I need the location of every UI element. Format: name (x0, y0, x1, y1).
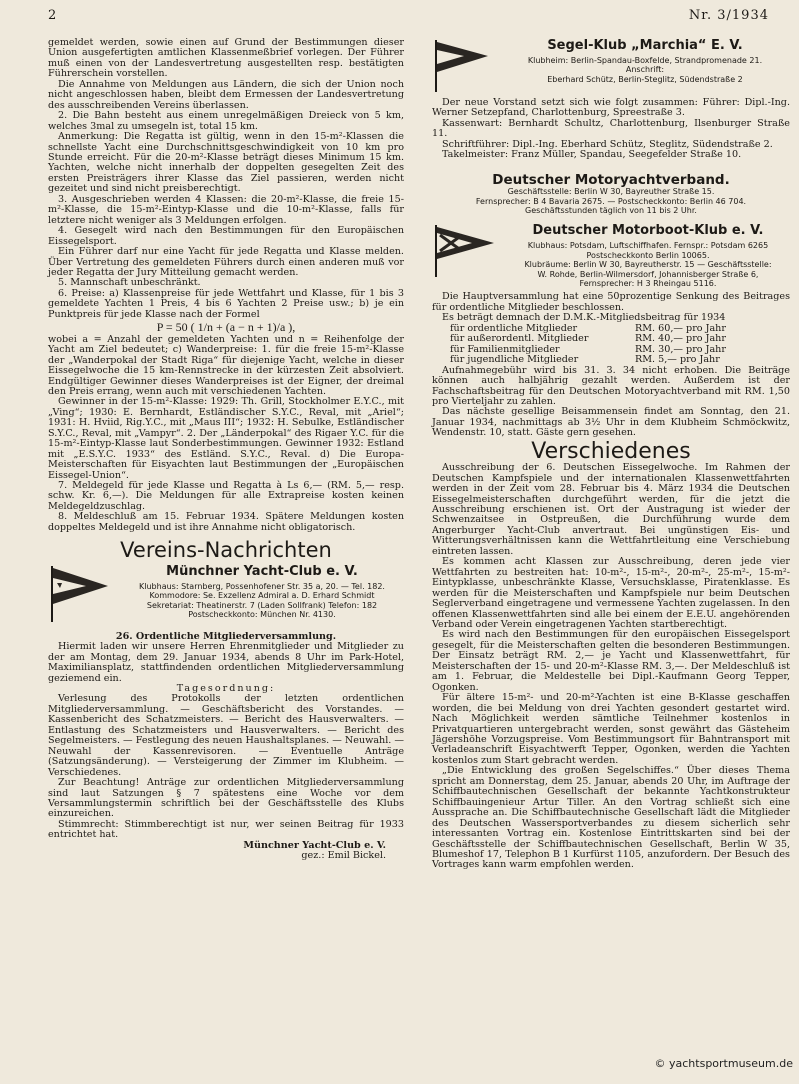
paragraph: Die Hauptversammlung hat eine 50prozentige Senkung des Beitrages für ordentliche Mitglieder beschlossen. (432, 291, 790, 313)
paragraph: Takelmeister: Franz Müller, Spandau, Seegefelder Straße 10. (442, 149, 742, 161)
paragraph: Es beträgt demnach der D.M.K.-Mitgliedsbeitrag für 1934 (442, 312, 726, 324)
paragraph: Ausschreibung der 6. Deutschen Eissegelwoche. Im Rahmen der Deutschen Kampfspiele und der internationalen Klassenwettfahrten werden in der Zeit vom 28. Februar bis 4. März 1934 die Deutschen Eissegelmeisterschaften durchgeführt werden, für die jetzt die Ausschreibung erschienen ist. Ort der Austragung ist wieder der Schwenzaitsee in Ostpreußen, die Durchführung wurde dem Angerburger Yacht-Club anvertraut. Bei ungünstigen Eis- und Witterungsverhältnissen kann die Wettfahrtleitung eine Verschiebung eintreten lassen. (432, 462, 790, 557)
club-header-munchner (48, 564, 404, 624)
club-name: Segel-Klub „Marchia“ E. V. (547, 38, 743, 53)
club-info: W. Rohde, Berlin-Wilmersdorf, Johannisberger Straße 6, (537, 269, 759, 279)
club-info: Eberhard Schütz, Berlin-Steglitz, Südendstraße 2 (547, 74, 743, 84)
paragraph: Anmerkung: Die Regatta ist gültig, wenn in den 15-m²-Klassen die schnellste Yacht eine Durchschnittsgeschwindigkeit von 10 km pro Stunde erreicht. Für die 20-m²-Klasse beträgt dieses Minimum 15 km. Yachten, welche nicht innerhalb der doppelten gesegelten Zeit des ersten Preisträgers ihrer Klasse das Ziel passieren, werden nicht gezeitet und sind nicht preisberechtigt. (48, 131, 404, 195)
club-info: Klubräume: Berlin W 30, Bayreutherstr. 15 — Geschäftsstelle: (524, 260, 772, 270)
agenda-text: Verlesung des Protokolls der letzten ordentlichen Mitgliederversammlung. — Geschäftsbericht des Vorstandes. — Kassenbericht des Schatzmeisters. — Bericht des Hausverwalters. — Entlastung des Schatzmeisters und Hausverwalters. — Bericht des Segelmeisters. — Festlegung des neuen Haushaltsplanes. — Neuwahl. — Neuwahl der Kassenrevisoren. — Eventuelle Anträge (Satzungsänderung). — Versteigerung der Zimmer im Klubheim. — Verschiedenes. (48, 693, 404, 778)
meeting-text: Hiermit laden wir unsere Herren Ehrenmitglieder und Mitglieder zu der am Montag, dem 29. Januar 1934, abends 8 Uhr im Park-Hotel, Maximiliansplatz, stattfindenden ordentlichen Mitgliederversammlung geziemend ein. (48, 641, 404, 684)
paragraph: Es wird nach den Bestimmungen für den europäischen Eissegelsport gesegelt, für die Meisterschaften gelten die besonderen Bestimmungen. Der Einsatz beträgt RM. 2,— je Yacht und Klassenwettfahrt, für Meisterschaften der 15- und 20-m²-Klasse RM. 3,—. Der Meldeschluß ist am 1. Februar, die Meldestelle bei Dipl.-Kaufmann Georg Tepper, Ogonken. (432, 629, 790, 693)
paragraph: 6. Preise: a) Klassenpreise für jede Wettfahrt und Klasse, für 1 bis 3 gemeldete Yachten 1 Preis, 4 bis 6 Yachten 2 Preise usw.; b) je ein Punktpreis für jede Klasse nach der Formel (48, 287, 404, 320)
paragraph: Der neue Vorstand setzt sich wie folgt zusammen: Führer: Dipl.-Ing. Werner Setzepfand, Charlottenburg, Spreestraße 3. (432, 97, 790, 119)
left-column (48, 38, 404, 862)
club-info: Sekretariat: Theatinerstr. 7 (Laden Sollfrank) Telefon: 182 (146, 600, 378, 610)
paragraph: 3. Ausgeschrieben werden 4 Klassen: die 20-m²-Klasse, die freie 15-m²-Klasse, die 15-m²-Eintyp-Klasse und die 10-m²-Klasse, falls für letztere nicht weniger als 3 Meldungen erfolgen. (48, 193, 404, 226)
paragraph: Aufnahmegebühr wird bis 31. 3. 34 nicht erhoben. Die Beiträge können auch halbjährig gezahlt werden. Außerdem ist der Fachschaftsbeitrag für den Deutschen Motoryachtverband mit RM. 1,50 pro Vierteljahr zu zahlen. (432, 364, 790, 407)
note-stimmrecht: Stimmrecht: Stimmberechtigt ist nur, wer seinen Beitrag für 1933 entrichtet hat. (48, 818, 404, 841)
paragraph: 4. Gesegelt wird nach den Bestimmungen für den Europäischen Eissegelsport. (48, 225, 404, 247)
paragraph: Die Annahme von Meldungen aus Ländern, die sich der Union noch nicht angeschlossen haben, bleibt dem Ermessen der Landesvertretung des ausschreibenden Vereins überlassen. (48, 78, 404, 111)
club-info: Kommodore: Se. Exzellenz Admiral a. D. Erhard Schmidt (149, 591, 375, 601)
signature-club: Münchner Yacht-Club e. V. (243, 839, 386, 851)
club-header-marchia (432, 38, 790, 94)
paragraph: 2. Die Bahn besteht aus einem unregelmäßigen Dreieck von 5 km, welches 3mal zu umsegeln ist, total 15 km. (48, 110, 404, 132)
paragraph: 5. Mannschaft unbeschränkt. (58, 277, 201, 289)
paragraph: 7. Meldegeld für jede Klasse und Regatta à Ls 6,— (RM. 5,— resp. schw. Kr. 6,—). Die Meldungen für alle Extrapreise kosten keinen Meldegeldzuschlag. (48, 480, 404, 512)
club-info: Postscheckkonto Berlin 10065. (586, 250, 710, 260)
fee-row: für jugendliche Mitglieder RM. 5,— pro Jahr (450, 354, 720, 366)
pennant-icon (48, 564, 110, 624)
club-info: Postscheckkonto: München Nr. 4130. (188, 609, 336, 619)
section-title-vereins-nachrichten: Vereins-Nachrichten (120, 538, 332, 563)
signed-by: gez.: Emil Bickel. (301, 850, 386, 862)
fee-row: für Familienmitglieder RM. 30,— pro Jahr (450, 343, 726, 355)
fee-table (450, 324, 790, 366)
page-number: 2 (48, 8, 57, 23)
right-column (432, 38, 790, 871)
paragraph: Das nächste gesellige Beisammensein findet am Sonntag, den 21. Januar 1934, nachmittags ab 3½ Uhr in dem Klubheim Schmöckwitz, Wendenstr. 10, statt. Gäste gern gesehen. (432, 406, 790, 439)
agenda-title: Tagesordnung: (176, 683, 276, 695)
paragraph: Ein Führer darf nur eine Yacht für jede Regatta und Klasse melden. Über Vertretung des gemeldeten Führers durch einen anderen muß vor jeder Regatta der Jury Mitteilung gemacht werden. (48, 246, 404, 278)
paragraph: Es kommen acht Klassen zur Ausschreibung, deren jede vier Wettfahrten zu bestreiten hat: 10-m²-, 15-m²-, 20-m²-, 25-m²-, 15-m²-Eintypklasse, unbeschränkte Klasse, Versuchsklasse, Piratenklasse. Es werden für die Meisterschaften und Kampfspiele nur beim Deutschen Seglerverband eingetragene und vermessene Yachten zugelassen. In den offenen Klassenwettfahrten sind alle bei einem der E.E.U. angehörenden Verband oder Verein eingetragenen Yachten startberechtigt. (432, 556, 790, 631)
note-beachtung: Zur Beachtung! Anträge zur ordentlichen Mitgliederversammlung sind laut Satzungen § 7 spätestens eine Woche vor dem Versammlungstermin schriftlich bei der Geschäftsstelle des Klubs einzureichen. (48, 777, 404, 820)
section-title-verschiedenes: Verschiedenes (531, 438, 691, 464)
paragraph: Gewinner in der 15-m²-Klasse: 1929: Th. Grill, Stockholmer E.Y.C., mit „Ving“; 1930: E. Bernhardt, Estländischer S.Y.C., Reval, mit „Ariel“; 1931: H. Hviid, Rig.Y.C., mit „Maus III“; 1932: H. Sebulke, Estländischer S.Y.C., Reval, mit „Vampyr“. 2. Der „Länderpokal“ des Rigaer Y.C. für die 15-m²-Eintyp-Klasse laut Sonderbestimmungen. Gewinner 1932: Estland mit „E.S.Y.C. 1933“ des Estländ. S.Y.C., Reval. d) Die Europa-Meisterschaften für Eisyachten laut Bestimmungen der „Europäischen Eissegel-Union“. (48, 396, 404, 481)
pennant-icon (432, 38, 490, 94)
fee-row: für außerordentl. Mitglieder RM. 40,— pro Jahr (450, 333, 726, 345)
dmyv-title: Deutscher Motoryachtverband. (492, 171, 730, 188)
meeting-title: 26. Ordentliche Mitgliederversammlung. (115, 630, 337, 642)
club-info: Klubhaus: Starnberg, Possenhofener Str. 35 a, 20. — Tel. 182. (139, 581, 385, 591)
club-name: Deutscher Motorboot-Klub e. V. (532, 223, 764, 239)
dmyv-info: Geschäftsstunden täglich von 11 bis 2 Uhr. (525, 205, 697, 215)
dmyv-info: Geschäftsstelle: Berlin W 30, Bayreuther Straße 15. (507, 187, 715, 197)
fee-row: für ordentliche Mitglieder RM. 60,— pro Jahr (450, 322, 726, 334)
club-name: Münchner Yacht-Club e. V. (166, 563, 358, 579)
paragraph: wobei a = Anzahl der gemeldeten Yachten und n = Reihenfolge der Yacht am Ziel bedeutet; c) Wanderpreise: 1. für die freie 15-m²-Klasse der „Wanderpokal der Stadt Riga“ für diejenige Yacht, welche in dieser Eissegelwoche die 15 km-Rennstrecke in der kürzesten Zeit absolviert. Endgültiger Gewinner dieses Wanderpreises ist der Eigner, der dreimal den Preis errang, wenn auch mit verschiedenen Yachten. (48, 333, 404, 397)
points-formula: P = 50 ( 1/n + (a − n + 1)/a ), (156, 320, 296, 335)
dmyv-info: Fernsprecher: B 4 Bavaria 2675. — Postscheckkonto: Berlin 46 704. (475, 196, 747, 206)
paragraph: gemeldet werden, sowie einen auf Grund der Bestimmungen dieser Union ausgefertigten amtlichen Klassenmeßbrief vorlegen. Der Führer muß einen von der Landesvertretung ausgestellten resp. bestätigten Führerschein vorstellen. (48, 37, 404, 80)
club-header-dmbk (432, 223, 790, 288)
paragraph: „Die Entwicklung des großen Segelschiffes.“ Über dieses Thema spricht am Donnerstag, dem 25. Januar, abends 20 Uhr, im Auftrage der Schiffbautechnischen Gesellschaft der bekannte Yachtkonstrukteur Schiffbauingenieur Artur Tiller. An den Vortrag schließt sich eine Aussprache an. Die Schiffbautechnische Gesellschaft lädt die Mitglieder des Deutschen Wassersportverbandes zu diesem sicherlich sehr interessanten Vortrag ein. Kostenlose Eintrittskarten sind bei der Geschäftsstelle der Schiffbautechnischen Gesellschaft, Berlin W 35, Blumeshof 17, Telephon B 1 Kurfürst 1105, anzufordern. Der Besuch des Vortrages kann warm empfohlen werden. (432, 765, 790, 871)
watermark: © yachtsportmuseum.de (654, 1057, 793, 1070)
club-info: Klubhaus: Potsdam, Luftschiffhafen. Fernspr.: Potsdam 6265 (527, 241, 769, 251)
club-info: Fernsprecher: H 3 Rheingau 5116. (579, 279, 717, 289)
paragraph: Kassenwart: Bernhardt Schultz, Charlottenburg, Ilsenburger Straße 11. (432, 117, 790, 140)
paragraph: Schriftführer: Dipl.-Ing. Eberhard Schütz, Steglitz, Südendstraße 2. (442, 138, 773, 150)
club-info: Klubheim: Berlin-Spandau-Boxfelde, Strandpromenade 21. (527, 56, 763, 65)
issue-number: Nr. 3/1934 (688, 8, 769, 23)
cross-flag-icon (432, 223, 496, 279)
paragraph: Für ältere 15-m²- und 20-m²-Yachten ist eine B-Klasse geschaffen worden, die bei Meldung von drei Yachten gesondert gestartet wird. Nach Möglichkeit werden sämtliche Teilnehmer kostenlos in Privatquartieren untergebracht werden, sonst gewährt das Gästeheim Jägershöhe Vorzugspreise. Vom Bestimmungsort für Bahntransport mit Verladeanschrift Eisyachtwerft Tepper, Ogonken, werden die Yachten kostenlos zum Start gebracht werden. (432, 692, 790, 766)
club-info: Anschrift: (625, 65, 665, 75)
paragraph: 8. Meldeschluß am 15. Februar 1934. Spätere Meldungen kosten doppeltes Meldegeld und ist ihre Annahme nicht obligatorisch. (48, 511, 404, 533)
